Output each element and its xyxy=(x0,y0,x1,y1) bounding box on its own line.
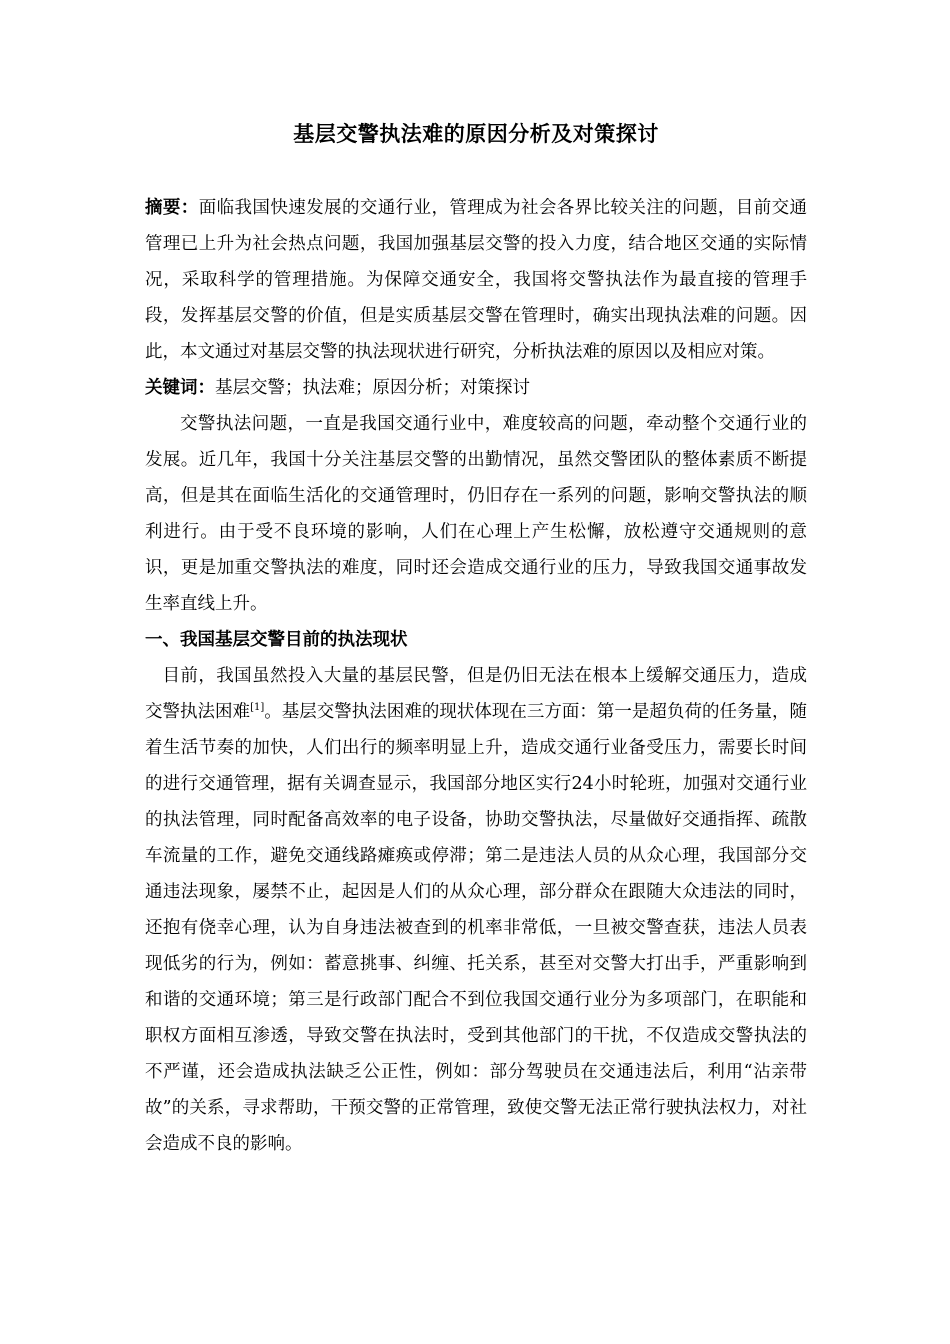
intro-paragraph: 交警执法问题，一直是我国交通行业中，难度较高的问题，牵动整个交通行业的发展。近几年，我国十分关注基层交警的出勤情况，虽然交警团队的整体素质不断提高，但是其在面临生活化的交通管理时，仍旧存在一系列的问题，影响交警执法的顺利进行。由于受不良环境的影响，人们在心理上产生松懈，放松遵守交通规则的意识，更是加重交警执法的难度，同时还会造成交通行业的压力，导致我国交通事故发生率直线上升。 xyxy=(145,414,807,614)
keywords-paragraph xyxy=(145,370,807,406)
keywords-label: 关键词： xyxy=(145,378,215,398)
section-1-text-part-1: 目前，我国虽然投入大量的基层民警，但是仍旧无法在根本上缓解交通压力，造成交警执法困难 xyxy=(145,666,807,722)
abstract-label: 摘要： xyxy=(145,198,199,218)
abstract-text: 面临我国快速发展的交通行业，管理成为社会各界比较关注的问题，目前交通管理已上升为社会热点问题，我国加强基层交警的投入力度，结合地区交通的实际情况，采取科学的管理措施。为保障交通安全，我国将交警执法作为最直接的管理手段，发挥基层交警的价值，但是实质基层交警在管理时，确实出现执法难的问题。因此，本文通过对基层交警的执法现状进行研究，分析执法难的原因以及相应对策。 xyxy=(145,198,808,362)
keywords-text: 基层交警；执法难；原因分析；对策探讨 xyxy=(215,378,530,398)
citation-reference[interactable]: [1] xyxy=(250,702,265,714)
section-1-text-part-2: 。基层交警执法困难的现状体现在三方面：第一是超负荷的任务量，随着生活节奏的加快，人们出行的频率明显上升，造成交通行业备受压力，需要长时间的进行交通管理，据有关调查显示，我国部分地区实行24小时轮班，加强对交通行业的执法管理，同时配备高效率的电子设备，协助交警执法，尽量做好交通指挥、疏散车流量的工作，避免交通线路瘫痪或停滞；第二是违法人员的从众心理，我国部分交通违法现象，屡禁不止，起因是人们的从众心理，部分群众在跟随大众违法的同时，还抱有侥幸心理，认为自身违法被查到的机率非常低，一旦被交警查获，违法人员表现低劣的行为，例如：蓄意挑事、纠缠、托关系，甚至对交警大打出手，严重影响到和谐的交通环境；第三是行政部门配合不到位我国交通行业分为多项部门，在职能和职权方面相互渗透，导致交警在执法时，受到其他部门的干扰，不仅造成交警执法的不严谨，还会造成执法缺乏公正性，例如：部分驾驶员在交通违法后，利用“沾亲带故”的关系，寻求帮助，干预交警的正常管理，致使交警无法正常行驶执法权力，对社会造成不良的影响。 xyxy=(145,702,808,1154)
section-1-paragraph xyxy=(145,658,807,1162)
section-heading-1: 一、我国基层交警目前的执法现状 xyxy=(145,630,408,650)
abstract-paragraph xyxy=(145,190,807,370)
page-title: 基层交警执法难的原因分析及对策探讨 xyxy=(293,121,659,146)
document-page xyxy=(145,118,807,1162)
